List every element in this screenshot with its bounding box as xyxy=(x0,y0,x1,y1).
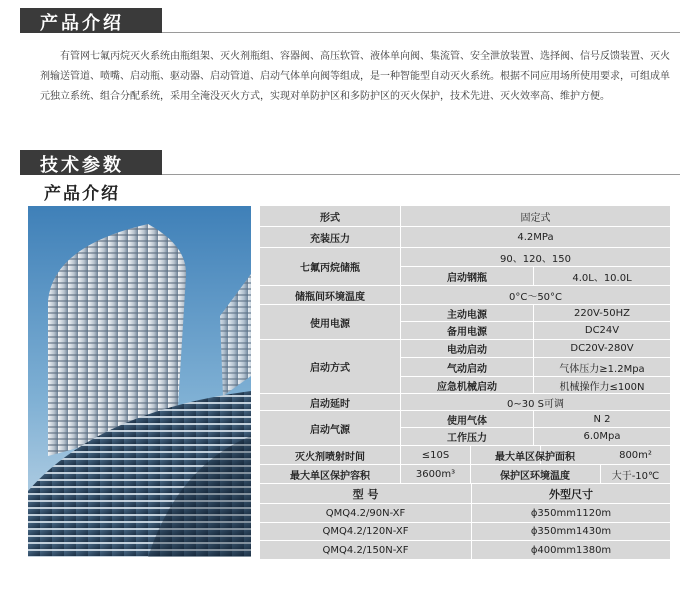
label-form: 形式 xyxy=(320,212,340,224)
value-storage-cylinder: 90、120、150 xyxy=(500,253,571,265)
label-max-area: 最大单区保护面积 xyxy=(495,451,575,463)
building-photo xyxy=(28,206,251,557)
model-size: ϕ350mm1430m xyxy=(530,526,612,537)
label-manual-start: 应急机械启动 xyxy=(437,381,497,393)
label-zone-temp: 保护区环境温度 xyxy=(500,470,570,482)
size-header: 外型尺寸 xyxy=(549,487,593,501)
value-fill-pressure: 4.2MPa xyxy=(517,231,554,243)
section-header-spec xyxy=(20,150,162,175)
value-manual-start: 机械操作力≤100N xyxy=(559,381,645,393)
section-header-intro xyxy=(20,8,162,33)
section-divider xyxy=(162,174,680,175)
label-power: 使用电源 xyxy=(310,318,350,330)
value-form: 固定式 xyxy=(520,212,551,224)
model-name: QMQ4.2/150N-XF xyxy=(322,544,409,556)
value-spray-time: ≤10S xyxy=(421,449,450,461)
section-divider xyxy=(162,32,680,33)
label-main-power: 主动电源 xyxy=(447,309,487,321)
value-gas-used: N 2 xyxy=(593,413,611,425)
label-start-gas: 启动气源 xyxy=(310,424,350,436)
label-room-temp: 储瓶间环境温度 xyxy=(295,291,365,303)
value-max-volume: 3600m³ xyxy=(415,468,456,480)
value-max-area: 800m² xyxy=(619,449,652,461)
product-subtitle: 产品介绍 xyxy=(44,184,120,204)
model-name: QMQ4.2/90N-XF xyxy=(325,507,406,519)
intro-paragraph: 有管网七氟丙烷灭火系统由瓶组架、灭火剂瓶组、容器阀、高压软管、液体单向阀、集流管、安全泄放装置、选择阀、信号反馈装置、灭火剂输送管道、喷嘴、启动瓶、驱动器、启动管道、启动气体单向阀等组成，是一种智能型自动灭火系统。根据不同应用场所使用要求，可组成单元独立系统、组合分配系统，采用全淹没灭火方式，实现对单防护区和多防护区的灭火保护，技术先进、灭火效率高、维护方便。 xyxy=(40,51,670,102)
model-name: QMQ4.2/120N-XF xyxy=(322,526,409,537)
value-main-power: 220V-50HZ xyxy=(573,307,631,319)
section-title-intro: 产品介绍 xyxy=(40,13,124,34)
value-start-delay: 0~30 S可调 xyxy=(507,398,564,410)
spec-table xyxy=(260,206,670,559)
label-electric-start: 电动启动 xyxy=(447,345,487,356)
model-size: ϕ400mm1380m xyxy=(530,544,612,556)
label-start-delay: 启动延时 xyxy=(310,398,350,410)
value-work-pressure: 6.0Mpa xyxy=(583,431,621,442)
label-backup-power: 备用电源 xyxy=(447,327,487,338)
label-gas-used: 使用气体 xyxy=(447,415,487,427)
label-storage-cylinder: 七氟丙烷储瓶 xyxy=(300,263,360,274)
value-electric-start: DC20V-280V xyxy=(570,343,634,354)
value-room-temp: 0°C～50°C xyxy=(508,291,563,303)
model-header: 型 号 xyxy=(352,487,379,501)
model-size: ϕ350mm1120m xyxy=(530,507,612,519)
section-title-spec: 技术参数 xyxy=(40,155,124,176)
label-start-mode: 启动方式 xyxy=(310,363,350,374)
value-pneumatic-start: 气体压力≥1.2Mpa xyxy=(559,363,645,375)
value-backup-power: DC24V xyxy=(584,325,620,336)
label-fill-pressure: 充装压力 xyxy=(310,233,350,245)
label-work-pressure: 工作压力 xyxy=(447,433,487,444)
value-zone-temp: 大于-10℃ xyxy=(611,470,660,482)
label-pneumatic-start: 气动启动 xyxy=(447,363,487,375)
value-start-cylinder: 4.0L、10.0L xyxy=(572,272,632,284)
label-max-volume: 最大单区保护容积 xyxy=(290,470,370,482)
label-start-cylinder: 启动钢瓶 xyxy=(447,272,487,284)
label-spray-time: 灭火剂喷射时间 xyxy=(295,451,365,463)
